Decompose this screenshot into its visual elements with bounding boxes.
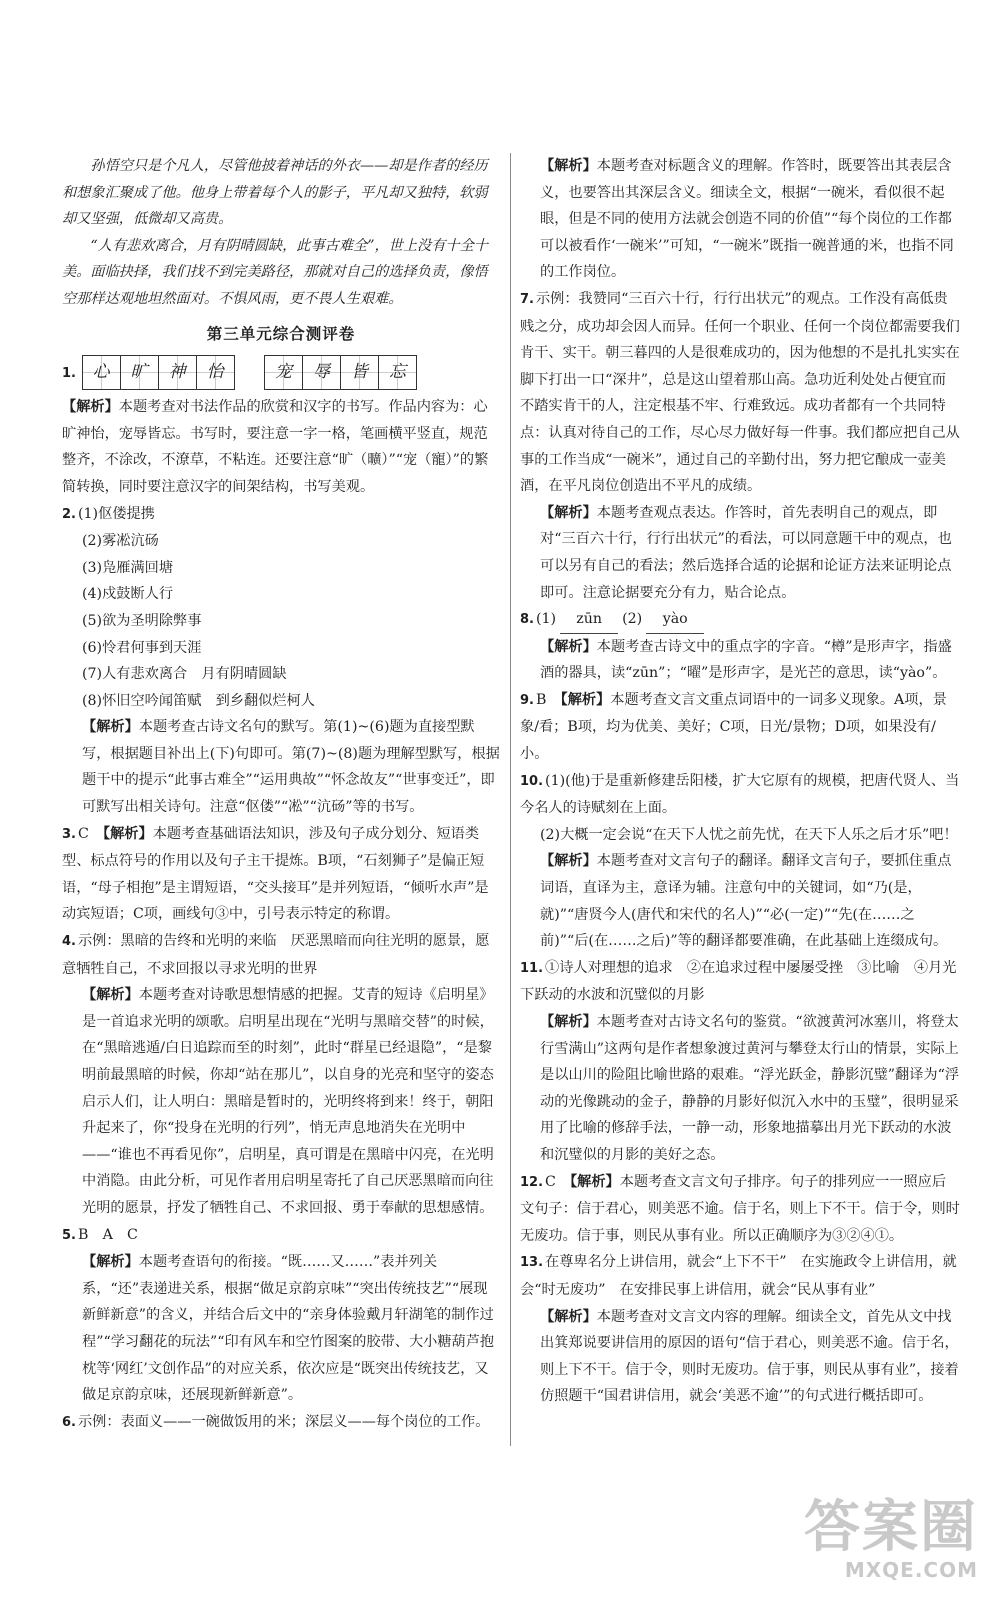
question-11	[520, 955, 960, 1009]
column-divider	[510, 153, 511, 1446]
question-number: 1.	[62, 365, 76, 381]
answer-line: (1)伛偻提携	[77, 505, 155, 522]
answer-line: (8)怀旧空吟闻笛赋 到乡翻似烂柯人	[82, 692, 315, 709]
analysis-tag: 【解析】	[62, 399, 119, 416]
analysis-6	[520, 153, 960, 286]
question-13	[520, 1249, 960, 1303]
analysis-text: 本题考查文言文句子排序。句子的排列应一一照应后文句子：信于君心，则美恶不逾。信于名，则上下不干。信于令，则时无废功。信于事，则民从事有业。所以正确顺序为③②④①。	[520, 1173, 960, 1244]
analysis-tag: 【解析】	[570, 1173, 620, 1190]
question-number: 9.	[520, 692, 534, 708]
calligraphy-grid-1	[83, 355, 235, 390]
answer-text: B A C	[77, 1226, 138, 1243]
analysis-5	[62, 1249, 500, 1409]
grid-char: 旷	[120, 355, 159, 390]
question-10	[520, 768, 960, 822]
site-watermark	[804, 1495, 978, 1582]
analysis-10	[520, 848, 960, 954]
question-2	[62, 501, 500, 529]
analysis-tag: 【解析】	[82, 1254, 139, 1271]
analysis-text: 本题考查对书法作品的欣赏和汉字的书写。作品内容为：心旷神怡，宠辱皆忘。书写时，要注意一字一格，笔画横平竖直，规范整齐，不涂改，不潦草，不粘连。还要注意“旷（曠）”“宠（寵）”的繁简转换，同时要注意汉字的间架结构，书写美观。	[62, 399, 489, 495]
pinyin-label-1: (1)	[535, 611, 557, 628]
grid-char: 心	[82, 355, 121, 390]
right-column	[520, 153, 960, 1410]
analysis-tag: 【解析】	[540, 158, 597, 174]
left-column	[62, 153, 500, 1436]
calligraphy-grid-2	[265, 355, 417, 390]
question-7	[520, 286, 960, 500]
analysis-text: 本题考查对标题含义的理解。作答时，既要答出其表层含义，也要答出其深层含义。细读全文，根据“一碗米，看似很不起眼，但是不同的使用方法就会创造不同的价值”“每个岗位的工作都可以被看作‘一碗米’”可知，“一碗米”既指一碗普通的米，也指不同的工作岗位。	[540, 158, 954, 281]
question-number: 11.	[520, 960, 544, 976]
question-number: 2.	[62, 506, 76, 522]
analysis-text: 本题考查对诗歌思想情感的把握。艾青的短诗《启明星》是一首追求光明的颂歌。启明星出现在“光明与黑暗交替”的时候，在“黑暗逃遁/白日追踪而至的时刻”，此时“群星已经退隐”，“是黎明前最黑暗的时候，你却“站在那儿”，以自身的光亮和坚守的姿态启示人们，让人明白：黑暗是暂时的，光明终将到来！终于，朝阳升起来了，你“投身在光明的行列”，悄无声息地消失在光明中——“谁也不再看见你”，启明星，真可谓是在黑暗中闪亮，在光明中消隐。由此分析，可见作者用启明星寄托了自己厌恶黑暗而向往光明的愿景，抒发了牺牲自己、不求回报、勇于奉献的思想感情。	[82, 987, 494, 1216]
answer-text: C	[545, 1173, 571, 1190]
analysis-text: 本题考查对古诗文名句的鉴赏。“欲渡黄河冰塞川，将登太行雪满山”这两句是作者想象渡过黄河与攀登太行山的情景，实际上是以山川的险阻比喻世路的艰难。“浮光跃金，静影沉璧”翻译为“浮动的光像跳动的金子，静静的月影好似沉入水中的玉璧”，很明显采用了比喻的修辞手法，一静一动，形象地描摹出月光下跃动的水波和沉璧似的月影的美好之态。	[540, 1014, 960, 1163]
answer-text: C	[77, 825, 104, 842]
answer-line: (7)人有悲欢离合 月有阴晴圆缺	[82, 666, 287, 683]
analysis-2	[62, 714, 500, 820]
section-title: 第三单元综合测评卷	[206, 323, 356, 343]
analysis-text: 本题考查对文言文内容的理解。细读全文，首先从文中找出箕郑说要讲信用的原因的语句“信于君心，则美恶不逾。信于名，则上下不干。信于令，则时无废功。信于事，则民从事有业”，接着仿照题干“国君讲信用，就会‘美恶不逾’”的句式进行概括即可。	[540, 1308, 959, 1405]
question-6	[62, 1409, 500, 1437]
analysis-text: 本题考查基础语法知识，涉及句子成分划分、短语类型、标点符号的作用以及句子主干提炼。B项，“石刻狮子”是偏正短语，“母子相抱”是主谓短语，“交头接耳”是并列短语，“倾听水声”是动宾短语；C项，画线句③中，引号表示特定的称谓。	[62, 825, 489, 923]
question-number: 3.	[62, 826, 76, 842]
answer-text: B	[535, 691, 561, 708]
analysis-text: 本题考查对文言句子的翻译。翻译文言句子，要抓住重点词语，直译为主，意译为辅。注意句中的关键词，如“乃(是，就)”“唐贤今人(唐代和宋代的名人)”“必(一定)”“先(在……之前)”“后(在……之后)”等的翻译都要准确，在此基础上连缀成句。	[540, 853, 952, 950]
analysis-text: 本题考查语句的衔接。“既……又……”表并列关系，“还”表递进关系，根据“做足京韵京味”“突出传统技艺”“展现新鲜新意”的含义，并结合后文中的“亲身体验戴月轩湖笔的制作过程”“学习翻花的玩法”“印有风车和空竹图案的胶带、大小糖葫芦抱枕等‘网红’文创作品”的对应关系，依次应是“既突出传统技艺，又做足京韵京味，还展现新鲜新意”。	[82, 1254, 495, 1404]
question-12	[520, 1169, 960, 1250]
analysis-text: 本题考查古诗文中的重点字的字音。“樽”是形声字，指盛酒的器具，读“zūn”；“曜”是形声字，是光芒的意思，读“yào”。	[540, 638, 952, 682]
answer-text: 示例：我赞同“三百六十行，行行出状元”的观点。工作没有高低贵贱之分，成功却会因人而异。任何一个职业、任何一个岗位都需要我们肯干、实干。朝三暮四的人是很难成功的，因为他想的不是扎扎实实在脚下打出一口“深井”，总是这山望着那山高。急功近利处处占便宜而不踏实肯干的人，注定根基不牢、行难致远。成功者都有一个共同特点：认真对待自己的工作，尽心尽力做好每一件事。我们都应把自己从事的工作当成“一碗米”，通过自己的辛勤付出，努力把它酿成一壶美酒，在平凡岗位创造出不平凡的成绩。	[520, 290, 960, 495]
analysis-1	[62, 394, 500, 500]
analysis-tag: 【解析】	[560, 691, 611, 708]
question-9	[520, 687, 960, 768]
pinyin-answer-1: zūn	[560, 606, 618, 634]
grid-char: 皆	[340, 355, 379, 390]
answer-text: ①诗人对理想的追求 ②在追求过程中屡屡受挫 ③比喻 ④月光下跃动的水波和沉璧似的月影	[520, 959, 957, 1004]
question-number: 5.	[62, 1227, 76, 1243]
analysis-text: 本题考查古诗文名句的默写。第(1)~(6)题为直接型默写，根据题目补出上(下)句即可。第(7)~(8)题为理解型默写，根据题干中的提示“此事古难全”“运用典故”“怀念故友”“世事变迁”，即可默写出相关诗句。注意“伛偻”“凇”“沆砀”等的书写。	[82, 719, 500, 816]
pinyin-label-2: (2)	[622, 611, 643, 628]
question-number: 13.	[520, 1255, 544, 1271]
watermark-url: MXQE.COM	[844, 1558, 978, 1582]
question-1	[62, 355, 500, 390]
analysis-text: 本题考查文言文重点词语中的一词多义现象。A项，景象/看；B项，均为优美、美好；C项，日光/景物；D项，如果没有/小。	[520, 691, 947, 763]
answer-text: 在尊卑名分上讲信用，就会“上下不干” 在实施政令上讲信用，就会“时无废功” 在安排民事上讲信用，就会“民从事有业”	[520, 1254, 957, 1298]
pinyin-answer-2: yào	[646, 606, 704, 634]
analysis-text: 本题考查观点表达。作答时，首先表明自己的观点，即对“三百六十行，行行出状元”的看法，可以同意题干中的观点，也可以另有自己的看法；然后选择合适的论据和论证方法来证明论点即可。注意论据要充分有力，贴合论点。	[540, 504, 952, 601]
handwritten-paragraph-1: 孙悟空只是个凡人，尽管他披着神话的外衣——却是作者的经历和想象汇聚成了他。他身上带着每个人的影子，平凡却又独特，软弱却又坚强，低微却又高贵。	[62, 158, 488, 228]
grid-char: 怡	[196, 355, 235, 390]
question-8	[520, 606, 960, 634]
answer-line: (2)大概一定会说“在天下人忧之前先忧，在天下人乐之后才乐”吧！	[540, 826, 958, 843]
analysis-tag: 【解析】	[540, 504, 597, 521]
analysis-tag: 【解析】	[540, 1014, 597, 1030]
question-number: 6.	[62, 1414, 76, 1430]
analysis-tag: 【解析】	[103, 825, 153, 842]
analysis-7	[520, 500, 960, 606]
analysis-tag: 【解析】	[82, 719, 139, 736]
answer-text: (1)(他)于是重新修建岳阳楼，扩大它原有的规模，把唐代贤人、当今名人的诗赋刻在上面。	[520, 772, 960, 817]
analysis-tag: 【解析】	[540, 853, 597, 870]
answer-line: (4)戍鼓断人行	[82, 586, 174, 603]
answer-text: 示例：表面义——一碗做饭用的米；深层义——每个岗位的工作。	[77, 1413, 490, 1430]
question-number: 8.	[520, 612, 534, 628]
analysis-tag: 【解析】	[540, 638, 597, 655]
grid-char: 忘	[378, 355, 417, 390]
answer-text: 示例：黑暗的告终和光明的来临 厌恶黑暗而向往光明的愿景，愿意牺牲自己，不求回报以寻求光明的世界	[62, 933, 490, 977]
answer-line: (5)欲为圣明除弊事	[82, 612, 202, 629]
handwritten-paragraph-2: “人有悲欢离合，月有阴晴圆缺，此事古难全”，世上没有十全十美。面临抉择，我们找不到完美路径，那就对自己的选择负责，像悟空那样达观地坦然面对。不惧风雨，更不畏人生艰难。	[62, 237, 488, 307]
watermark-logo-text: 答案圈	[804, 1495, 978, 1560]
question-4	[62, 928, 500, 982]
answer-line: (6)怜君何事到天涯	[82, 639, 202, 656]
analysis-8	[520, 634, 960, 687]
question-number: 12.	[520, 1174, 544, 1190]
question-number: 7.	[520, 291, 534, 307]
analysis-tag: 【解析】	[540, 1308, 597, 1325]
question-number: 4.	[62, 934, 76, 950]
question-5	[62, 1222, 500, 1250]
analysis-tag: 【解析】	[82, 987, 139, 1004]
answer-line: (2)雾凇沆砀	[82, 533, 159, 550]
question-number: 10.	[520, 773, 544, 789]
analysis-4	[62, 982, 500, 1221]
grid-char: 辱	[302, 355, 341, 390]
question-3	[62, 821, 500, 928]
answer-line: (3)凫雁满回塘	[82, 559, 174, 576]
grid-char: 神	[158, 355, 197, 390]
analysis-11	[520, 1009, 960, 1169]
analysis-13	[520, 1304, 960, 1410]
grid-char: 宠	[264, 355, 303, 390]
